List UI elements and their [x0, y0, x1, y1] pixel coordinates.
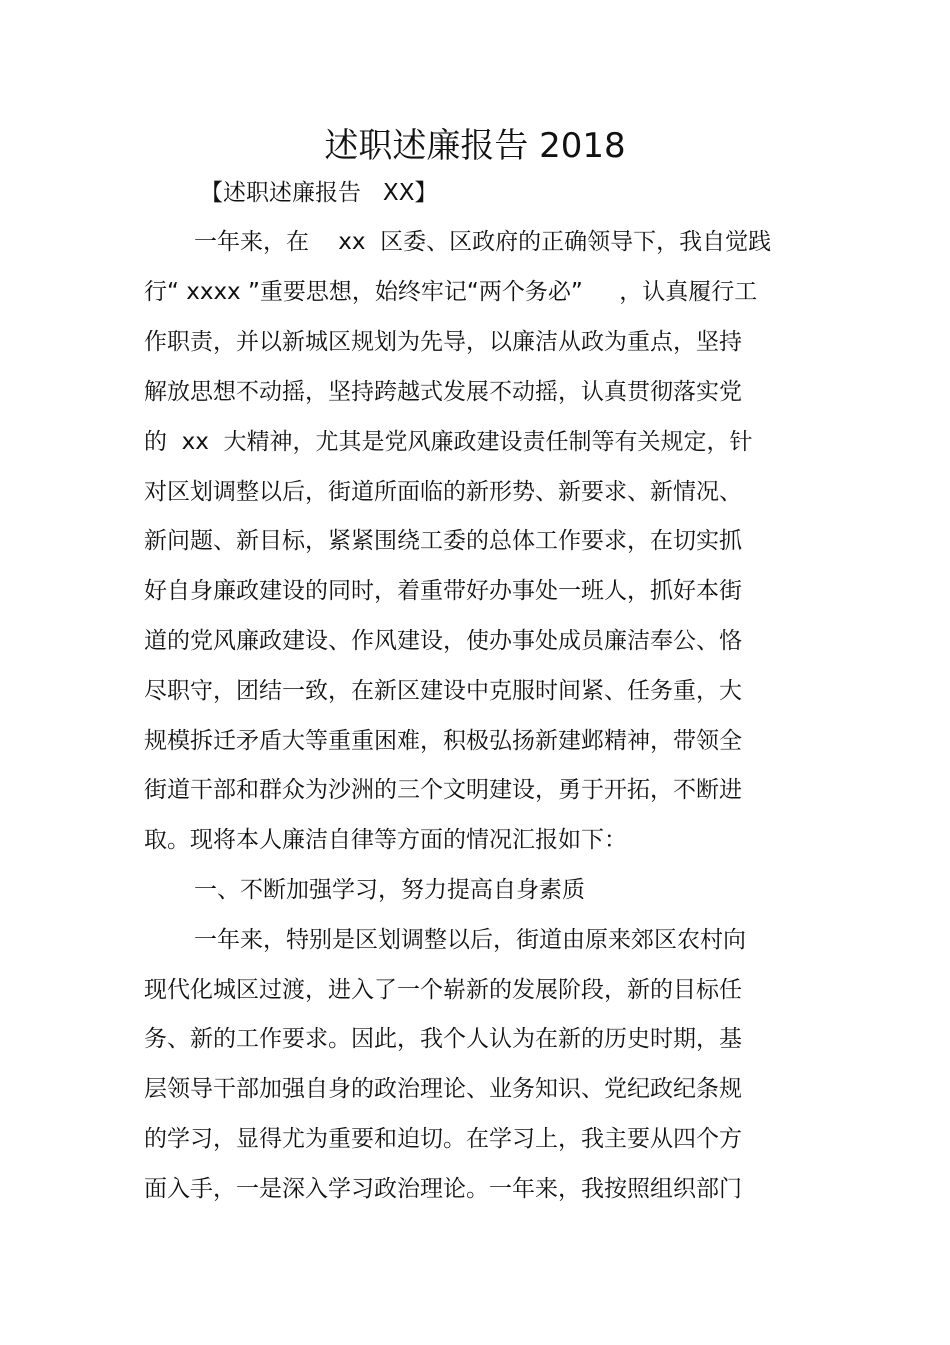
- paragraph-line: 面入手，一是深入学习政治理论。一年来，我按照组织部门: [144, 1176, 742, 1202]
- paragraph-line: 的 xx 大精神，尤其是党风廉政建设责任制等有关规定，针: [144, 429, 753, 455]
- paragraph-line: 的学习，显得尤为重要和迫切。在学习上，我主要从四个方: [144, 1126, 742, 1152]
- section-heading: 一、不断加强学习，努力提高自身素质: [194, 877, 585, 903]
- paragraph-line: 对区划调整以后，街道所面临的新形势、新要求、新情况、: [144, 479, 742, 505]
- paragraph-line: 解放思想不动摇，坚持跨越式发展不动摇，认真贯彻落实党: [144, 379, 742, 405]
- document-title: 述职述廉报告 2018: [324, 126, 626, 166]
- paragraph-line: 一年来，在 xx 区委、区政府的正确领导下，我自觉践: [194, 229, 772, 255]
- paragraph-line: 一年来，特别是区划调整以后，街道由原来郊区农村向: [194, 927, 746, 953]
- paragraph-line: 现代化城区过渡，进入了一个崭新的发展阶段，新的目标任: [144, 977, 742, 1003]
- paragraph-line: 行“ xxxx ”重要思想，始终牢记“两个务必” ，认真履行工: [144, 279, 758, 305]
- subtitle-line: 【述职述廉报告 XX】: [200, 180, 438, 206]
- paragraph-line: 街道干部和群众为沙洲的三个文明建设，勇于开拓，不断进: [144, 777, 742, 803]
- paragraph-line: 作职责，并以新城区规划为先导，以廉洁从政为重点，坚持: [144, 329, 742, 355]
- paragraph-line: 新问题、新目标，紧紧围绕工委的总体工作要求，在切实抓: [144, 528, 742, 554]
- paragraph-line: 好自身廉政建设的同时，着重带好办事处一班人，抓好本街: [144, 578, 742, 604]
- paragraph-line: 务、新的工作要求。因此，我个人认为在新的历史时期，基: [144, 1026, 742, 1052]
- paragraph-line: 尽职守，团结一致，在新区建设中克服时间紧、任务重，大: [144, 678, 742, 704]
- paragraph-line: 规模拆迁矛盾大等重重困难，积极弘扬新建邺精神，带领全: [144, 728, 742, 754]
- paragraph-line: 层领导干部加强自身的政治理论、业务知识、党纪政纪条规: [144, 1076, 742, 1102]
- paragraph-line: 取。现将本人廉洁自律等方面的情况汇报如下：: [144, 827, 627, 853]
- paragraph-line: 道的党风廉政建设、作风建设，使办事处成员廉洁奉公、恪: [144, 628, 742, 654]
